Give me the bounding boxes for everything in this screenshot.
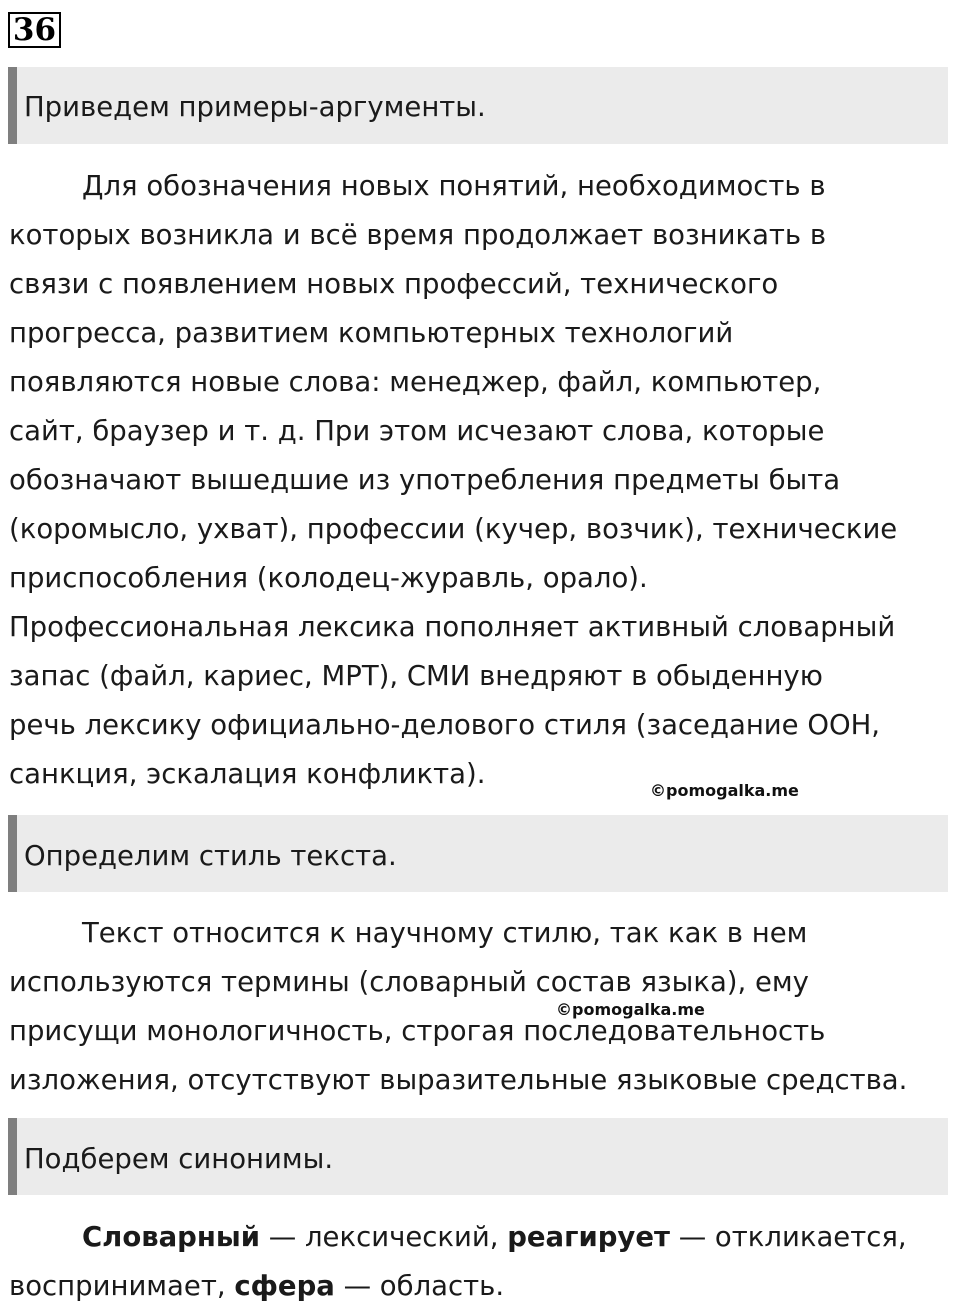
synonyms-paragraph	[9, 1213, 954, 1311]
style-paragraph	[9, 909, 954, 1105]
task-number: 36	[8, 12, 61, 48]
section-heading-style	[8, 815, 948, 892]
heading-text: Приведем примеры-аргументы.	[24, 91, 486, 123]
text-line	[9, 1262, 954, 1311]
text-line: речь лексику официально-делового стиля (заседание ООН,	[9, 709, 881, 741]
term-word: Словарный	[82, 1221, 260, 1253]
text-line	[9, 1213, 954, 1262]
text-line: изложения, отсутствуют выразительные языковые средства.	[9, 1064, 908, 1096]
heading-text: Подберем синонимы.	[24, 1143, 334, 1175]
watermark: ©pomogalka.me	[556, 1000, 705, 1019]
synonym-text: — лексический,	[260, 1221, 508, 1253]
text-line: появляются новые слова: менеджер, файл, компьютер,	[9, 366, 822, 398]
heading-text: Определим стиль текста.	[24, 840, 397, 872]
text-line: Профессиональная лексика пополняет активный словарный	[9, 611, 896, 643]
text-line: которых возникла и всё время продолжает возникать в	[9, 219, 827, 251]
text-line: присущи монологичность, строгая последовательность	[9, 1015, 826, 1047]
text-line: прогресса, развитием компьютерных технологий	[9, 317, 734, 349]
text-line: связи с появлением новых профессий, технического	[9, 268, 779, 300]
section-heading-arguments	[8, 67, 948, 144]
text-line: Текст относится к научному стилю, так как в нем	[82, 917, 808, 949]
text-line: обозначают вышедшие из употребления предметы быта	[9, 464, 841, 496]
text-line: используются термины (словарный состав языка), ему	[9, 966, 809, 998]
synonym-text: — откликается,	[669, 1221, 907, 1253]
arguments-paragraph	[9, 162, 954, 799]
text-line: приспособления (колодец-журавль, орало).	[9, 562, 648, 594]
term-word: сфера	[234, 1270, 335, 1302]
synonym-text: — область.	[334, 1270, 505, 1302]
term-word: реагирует	[507, 1221, 670, 1253]
text-line: Для обозначения новых понятий, необходимость в	[82, 170, 826, 202]
text-line: (коромысло, ухват), профессии (кучер, возчик), технические	[9, 513, 898, 545]
watermark: ©pomogalka.me	[650, 781, 799, 800]
section-heading-synonyms	[8, 1118, 948, 1195]
synonym-text: воспринимает,	[9, 1270, 235, 1302]
text-line: санкция, эскалация конфликта).	[9, 758, 486, 790]
text-line: запас (файл, кариес, МРТ), СМИ внедряют в обыденную	[9, 660, 823, 692]
text-line: сайт, браузер и т. д. При этом исчезают слова, которые	[9, 415, 825, 447]
